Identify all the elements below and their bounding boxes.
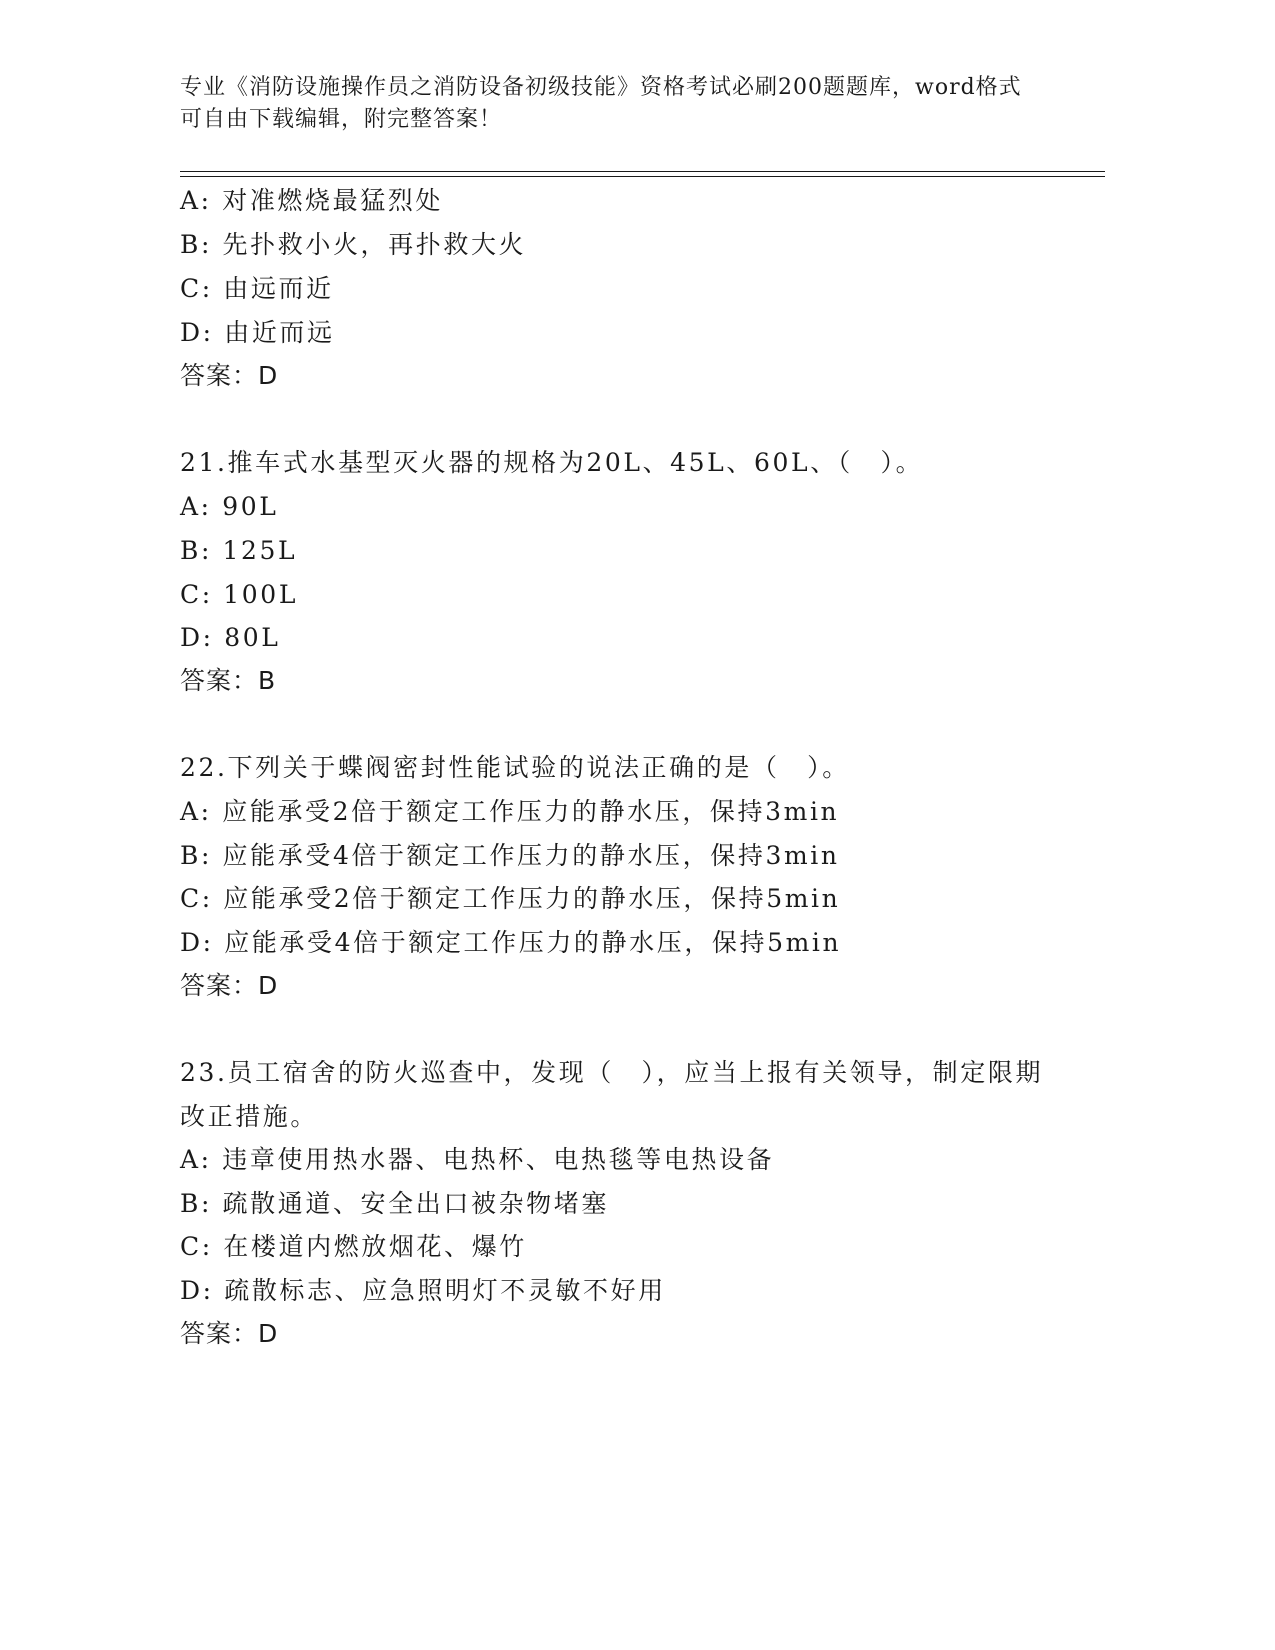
option-b: B: 疏散通道、安全出口被杂物堵塞: [180, 1189, 609, 1218]
header-rule-top: [180, 171, 1105, 172]
option-d: D: 80L: [180, 623, 281, 652]
option-d: D: 疏散标志、应急照明灯不灵敏不好用: [180, 1276, 666, 1305]
option-b: B: 应能承受4倍于额定工作压力的静水压，保持3min: [180, 841, 840, 870]
header-rule-bottom: [180, 176, 1105, 177]
document-header: 专业《消防设施操作员之消防设备初级技能》资格考试必刷200题题库，word格式可自由下载编辑，附完整答案！: [180, 75, 1022, 132]
answer: 答案：B: [180, 666, 277, 695]
option-c: C: 应能承受2倍于额定工作压力的静水压，保持5min: [180, 884, 841, 913]
option-b: B: 125L: [180, 536, 298, 565]
option-a: A: 对准燃烧最猛烈处: [180, 186, 444, 215]
option-a: A: 90L: [180, 492, 279, 521]
answer: 答案：D: [180, 971, 279, 1000]
option-d: D: 应能承受4倍于额定工作压力的静水压，保持5min: [180, 928, 842, 957]
answer: 答案：D: [180, 1319, 279, 1348]
option-c: C: 100L: [180, 580, 299, 609]
option-c: C: 由远而近: [180, 274, 334, 303]
question-stem: 22.下列关于蝶阀密封性能试验的说法正确的是（ ）。: [180, 753, 850, 782]
question-stem: 21.推车式水基型灭火器的规格为20L、45L、60L、（ ）。: [180, 448, 924, 477]
option-c: C: 在楼道内燃放烟花、爆竹: [180, 1232, 527, 1261]
option-a: A: 违章使用热水器、电热杯、电热毯等电热设备: [180, 1145, 775, 1174]
option-a: A: 应能承受2倍于额定工作压力的静水压，保持3min: [180, 797, 840, 826]
option-b: B: 先扑救小火，再扑救大火: [180, 230, 527, 259]
answer: 答案：D: [180, 361, 279, 390]
option-d: D: 由近而远: [180, 318, 335, 347]
question-stem: 23.员工宿舍的防火巡查中，发现（ ），应当上报有关领导，制定限期改正措施。: [180, 1058, 1044, 1131]
